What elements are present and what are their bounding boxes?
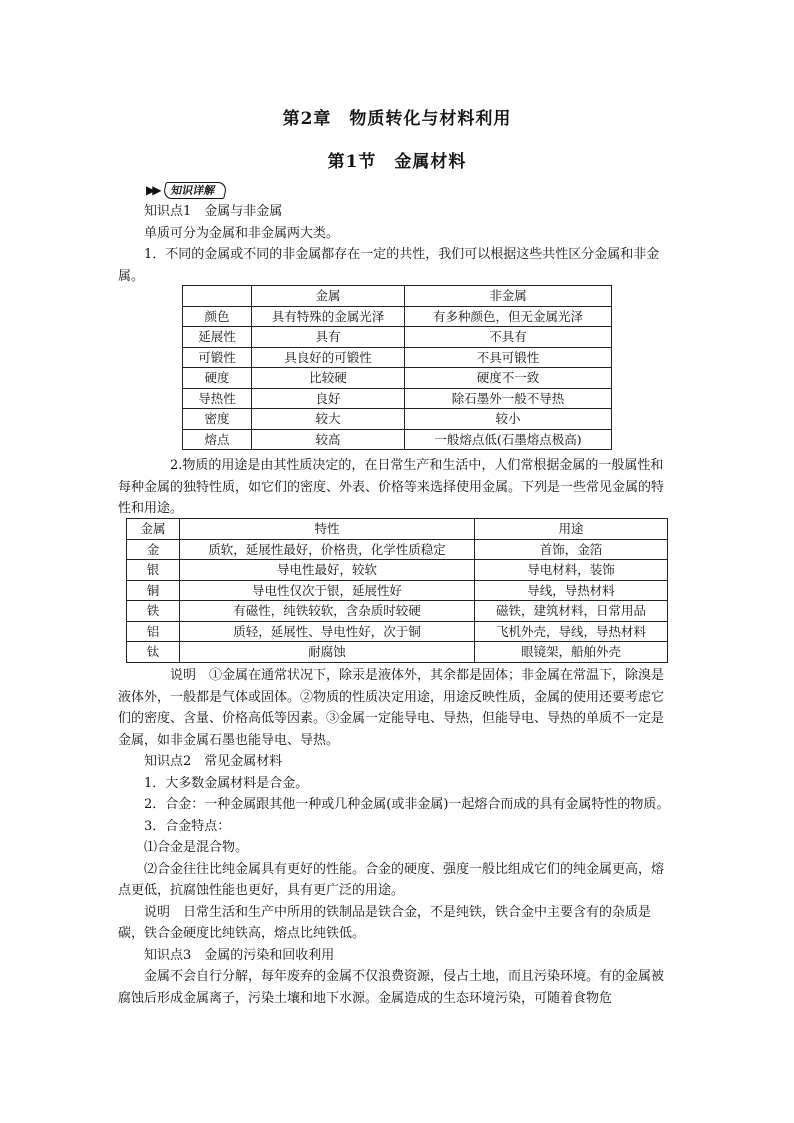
table-cell: 耐腐蚀 — [180, 642, 475, 663]
table-row — [127, 560, 668, 581]
table-row — [127, 642, 668, 663]
double-arrow-icon: ▶▶ — [146, 183, 159, 197]
table-cell: 导线，导热材料 — [475, 580, 668, 601]
table-header-cell: 非金属 — [405, 286, 612, 307]
k1-intro: 单质可分为金属和非金属两大类。 — [144, 225, 340, 241]
table-cell: 飞机外壳，导线，导热材料 — [475, 621, 668, 642]
table-cell: 银 — [127, 560, 180, 581]
table-cell: 导电性最好，较软 — [180, 560, 475, 581]
section-k1-p2 — [118, 455, 674, 520]
table-cell: 金 — [127, 539, 180, 560]
table-row — [127, 621, 668, 642]
section-k1-intro — [118, 201, 674, 287]
table-cell: 良好 — [252, 388, 405, 409]
k2-p3a: ⑴合金是混合物。 — [144, 840, 249, 855]
table-cell: 较大 — [252, 409, 405, 430]
table-row — [183, 388, 612, 409]
table-cell: 导电材料，装饰 — [475, 560, 668, 581]
k1-p1: 1．不同的金属或不同的非金属都存在一定的共性，我们可以根据这些共性区分金属和非金属。 — [118, 247, 660, 284]
table-cell: 质轻，延展性、导电性好，次于铜 — [180, 621, 475, 642]
table-row — [183, 409, 612, 430]
note-2: 说明 日常生活和生产中所用的铁制品是铁合金，不是纯铁，铁合金中主要含有的杂质是碳，铁合金硬度比纯铁高，熔点比纯铁低。 — [118, 904, 652, 941]
table-cell: 比较硬 — [252, 368, 405, 389]
k3-p1: 金属不会自行分解，每年废弃的金属不仅浪费资源，侵占土地，而且污染环境。有的金属被腐蚀后形成金属离子，污染土壤和地下水源。金属造成的生态环境污染，可随着食物危 — [118, 969, 665, 1006]
section-k2-k3 — [118, 665, 674, 1009]
metal-nonmetal-table — [182, 285, 612, 450]
table-row — [183, 429, 612, 450]
table-cell: 密度 — [183, 409, 252, 430]
table-header-cell: 金属 — [127, 519, 180, 540]
table-header-cell: 特性 — [180, 519, 475, 540]
k3-title: 知识点3 金属的污染和回收利用 — [144, 947, 335, 963]
table-row — [127, 580, 668, 601]
table-cell: 首饰，金箔 — [475, 539, 668, 560]
note-1: 说明 ①金属在通常状况下，除汞是液体外，其余都是固体；非金属在常温下，除溴是液体外，一般都是气体或固体。②物质的性质决定用途，用途反映性质，金属的使用还要考虑它们的密度、含量、价格高低等因素。③金属一定能导电、导热，但能导电、导热的单质不一定是金属，如非金属石墨也能导电、导热。 — [118, 668, 665, 748]
table-cell: 较小 — [405, 409, 612, 430]
table-row — [127, 601, 668, 622]
k2-title: 知识点2 常见金属材料 — [144, 754, 283, 769]
table-cell: 较高 — [252, 429, 405, 450]
k1-title: 知识点1 金属与非金属 — [144, 204, 283, 219]
table-header-cell: 金属 — [252, 286, 405, 307]
section-title: 第1节 金属材料 — [327, 152, 467, 172]
table-cell: 有磁性，纯铁较软，含杂质时较硬 — [180, 601, 475, 622]
table-header-row — [127, 519, 668, 540]
table-row — [183, 306, 612, 327]
k2-p3: 3．合金特点： — [144, 818, 231, 834]
table-header-cell — [183, 286, 252, 307]
k2-p2: 2．合金：一种金属跟其他一种或几种金属(或非金属)一起熔合而成的具有金属特性的物质。 — [144, 797, 670, 812]
k2-p1: 1．大多数金属材料是合金。 — [144, 775, 309, 791]
table-cell: 导热性 — [183, 388, 252, 409]
table-cell: 铜 — [127, 580, 180, 601]
chapter-title: 第2章 物质转化与材料利用 — [282, 109, 512, 129]
table-cell: 磁铁，建筑材料，日常用品 — [475, 601, 668, 622]
table-cell: 延展性 — [183, 327, 252, 348]
table-cell: 除石墨外一般不导热 — [405, 388, 612, 409]
table-cell: 不具可锻性 — [405, 347, 612, 368]
table-cell: 导电性仅次于银，延展性好 — [180, 580, 475, 601]
table-cell: 硬度 — [183, 368, 252, 389]
k1-p2: 2.物质的用途是由其性质决定的，在日常生产和生活中，人们常根据金属的一般属性和每种金属的独特性质，如它们的密度、外表、价格等来选择使用金属。下列是一些常见金属的特性和用途。 — [118, 458, 665, 516]
table-cell: 具有特殊的金属光泽 — [252, 306, 405, 327]
table-cell: 具良好的可锻性 — [252, 347, 405, 368]
table-cell: 硬度不一致 — [405, 368, 612, 389]
knowledge-banner — [146, 181, 226, 199]
table-cell: 熔点 — [183, 429, 252, 450]
table-cell: 铁 — [127, 601, 180, 622]
table-header-cell: 用途 — [475, 519, 668, 540]
table-cell: 钛 — [127, 642, 180, 663]
table-cell: 具有 — [252, 327, 405, 348]
banner-label: 知识详解 — [163, 182, 229, 199]
table-row — [183, 347, 612, 368]
table-cell: 可锻性 — [183, 347, 252, 368]
table-row — [183, 368, 612, 389]
table-cell: 颜色 — [183, 306, 252, 327]
table-header-row — [183, 286, 612, 307]
table-cell: 不具有 — [405, 327, 612, 348]
table-cell: 质软，延展性最好，价格贵，化学性质稳定 — [180, 539, 475, 560]
metal-properties-table — [126, 518, 668, 663]
table-row — [183, 327, 612, 348]
k2-p3b: ⑵合金往往比纯金属具有更好的性能。合金的硬度、强度一般比组成它们的纯金属更高，熔点更低，抗腐蚀性能也更好，具有更广泛的用途。 — [118, 861, 665, 898]
table-cell: 有多种颜色，但无金属光泽 — [405, 306, 612, 327]
table-cell: 一般熔点低(石墨熔点极高) — [405, 429, 612, 450]
table-cell: 眼镜架，船舶外壳 — [475, 642, 668, 663]
table-cell: 铝 — [127, 621, 180, 642]
table-row — [127, 539, 668, 560]
